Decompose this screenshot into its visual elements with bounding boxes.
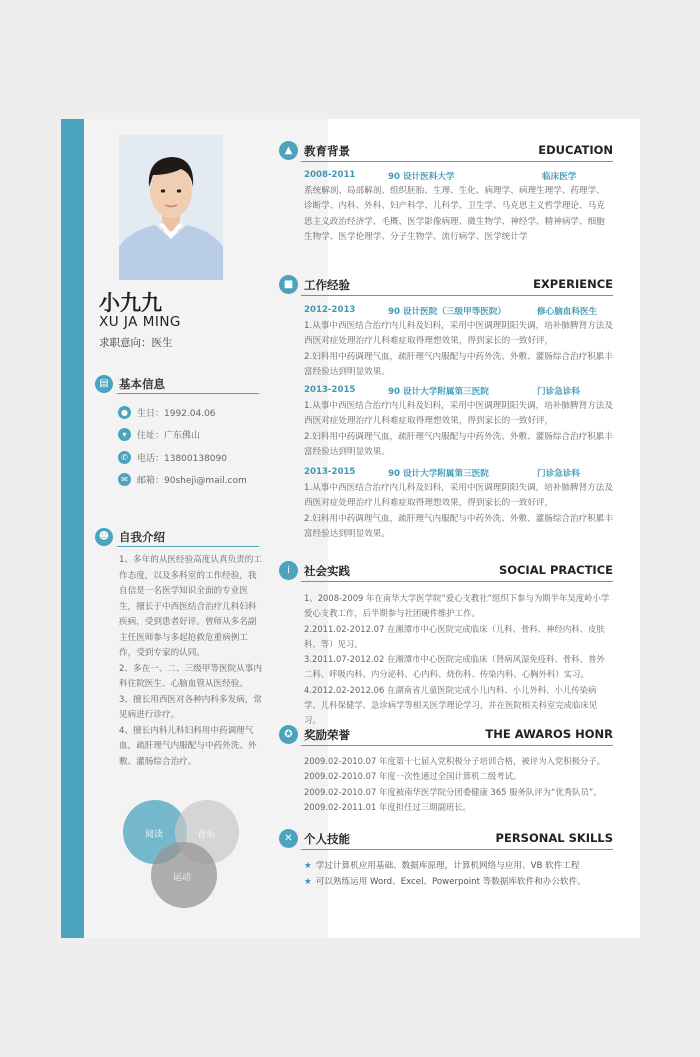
job-row [304, 385, 613, 399]
social-line: 3.2011.07-2012.02 在湘潭市中心医院完成临床（肾病风湿免疫科、骨科、普外二科、呼吸内科、内分泌科、心内科、烧伤科、传染内科、心胸外科）实习。 [304, 654, 605, 680]
info-text: 电话：13800138090 [137, 454, 227, 464]
intro-paragraph: 2、多在一、二、三级甲等医院从事内科住院医生、心脑血管从医经验。 [119, 663, 262, 689]
social-text [304, 591, 613, 729]
section-title-cn: 教育背景 [304, 144, 350, 158]
education-courses: 系统解剖、局部解剖、组织胚胎、生理、生化、病理学、病理生理学、药理学、诊断学、内科、外科、妇产科学、儿科学、卫生学、马克思主义哲学理论、马克思主义政治经济学、毛概、医学影像病理、微生物学、神经学、精神病学、细胞生物学、医学伦理学、分子生物学、流行病学、医学统计学 [304, 186, 605, 242]
hobby-label: 运动 [173, 873, 192, 883]
phone-icon: ✆ [118, 451, 131, 464]
person-icon: ● [118, 406, 131, 419]
self-intro-text [119, 553, 265, 770]
award-line: 2009.02-2011.01 年度担任过三期副班长。 [304, 801, 472, 812]
skills-heading [279, 828, 613, 850]
skill-text: 可以熟练运用 Word、Excel、Powerpoint 等数据库软件和办公软件。 [315, 877, 586, 887]
job-description [304, 399, 613, 460]
education-school: 90 设计医科大学 [388, 172, 455, 182]
heading-underline [301, 849, 613, 851]
section-title-en: EDUCATION [538, 143, 613, 157]
job-org: 90 设计医院（三级甲等医院） [388, 307, 507, 317]
hobby-bubbles [123, 800, 247, 914]
self-intro-heading [95, 527, 259, 547]
heading-underline [301, 161, 613, 163]
award-line: 2009.02-2010.07 年度一次性通过全国计算机二级考试。 [304, 771, 522, 782]
basic-info-title: 基本信息 [119, 377, 165, 391]
medal-icon: ✪ [279, 725, 298, 744]
section-title-cn: 工作经验 [304, 278, 350, 292]
candidate-name: 小九九 [99, 291, 162, 315]
social-line: 2.2011.02-2012.07 在湘潭市中心医院完成临床（儿科、骨科、神经内科、皮肤科、等）见习。 [304, 623, 605, 649]
hobby-sport [151, 842, 217, 908]
experience-heading [279, 274, 613, 296]
section-title-en: EXPERIENCE [533, 277, 613, 291]
basic-info-heading [95, 374, 259, 394]
job-period: 2013-2015 [304, 385, 356, 395]
info-text: 住址：广东佛山 [137, 431, 201, 441]
skill-text: 学过计算机应用基础、数据库原理，计算机网络与应用、VB 软件工程 [315, 861, 580, 871]
job-dept: 修心脑血科医生 [537, 307, 598, 317]
social-line: 4.2012.02-2012.06 在湖南省儿童医院完成小儿内科、小儿外科、小儿传染病学、儿科保健学、急诊病学等相关医学理论学习，并在医院相关科室完成临床见习。 [304, 684, 598, 726]
social-heading [279, 560, 613, 582]
hobby-label: 音乐 [197, 830, 216, 840]
info-email [118, 472, 298, 488]
heading-underline [301, 295, 613, 297]
job-line: 1.从事中西医结合治疗内儿科及妇科，采用中医调理阴阳失调，培补肺脾肾方法及西医对症处理治疗儿科难症取得理想效果，得到家长的一致好评， [304, 321, 613, 347]
intro-paragraph: 1、多年的从医经验高度认真负责的工作态度，以及多科室的工作经验，我自信是一名医学知识全面的专业医生，擅长于中西医结合治疗儿科妇科疾病，受到患者好评。曾师从多名副主任医师参与多起抢救危重病例工作，受到专家的认同。 [119, 555, 262, 658]
job-dept: 门诊急诊科 [537, 469, 580, 479]
section-title-en: SOCIAL PRACTICE [498, 563, 613, 577]
job-line: 2.妇科用中药调理气血，疏肝理气内服配与中药外洗、外敷、灌肠综合治疗积累丰富经验达到明显效果。 [304, 513, 613, 539]
awards-text [304, 754, 613, 815]
heading-underline [301, 581, 613, 583]
briefcase-icon: ■ [279, 275, 298, 294]
job-org: 90 设计大学附属第三医院 [388, 469, 489, 479]
education-major: 临床医学 [542, 172, 577, 182]
accent-strip [61, 119, 84, 938]
heading-underline [117, 546, 259, 548]
job-description [304, 319, 613, 380]
intro-paragraph: 3、擅长用西医对各种内科多发病，常见病进行诊疗。 [119, 694, 262, 720]
job-line: 2.妇科用中药调理气血，疏肝理气内服配与中药外洗、外敷、灌肠综合治疗积累丰富经验达到明显效果。 [304, 431, 613, 457]
hobby-label: 阅读 [145, 830, 164, 840]
intro-paragraph: 4、擅长内科儿科妇科用中药调理气血，疏肝理气内服配与中药外洗、外敷、灌肠综合治疗。 [119, 725, 257, 767]
section-title-cn: 社会实践 [304, 564, 350, 578]
location-icon: ▾ [118, 428, 131, 441]
job-period: 2013-2015 [304, 467, 356, 477]
info-phone [118, 450, 298, 466]
job-line: 1.从事中西医结合治疗内儿科及妇科，采用中医调理阴阳失调，培补肺脾肾方法及西医对症处理治疗儿科难症取得理想效果，得到家长的一致好评， [304, 401, 613, 427]
tools-icon: ✕ [279, 829, 298, 848]
education-row [304, 170, 613, 184]
skill-item [304, 859, 613, 871]
job-dept: 门诊急诊科 [537, 387, 580, 397]
info-birthday [118, 405, 298, 421]
job-org: 90 设计大学附属第三医院 [388, 387, 489, 397]
job-period: 2012-2013 [304, 305, 356, 315]
self-intro-title: 自我介绍 [119, 530, 165, 544]
social-line: 1、2008-2009 年在南华大学医学院“爱心支教社”组织下参与为期半年吴度岭小学爱心支教工作，后半期参与社团硬件维护工作。 [304, 593, 610, 619]
job-intent: 求职意向：医生 [99, 337, 173, 349]
info-text: 生日：1992.04.06 [137, 409, 216, 419]
people-icon: ☻ [95, 528, 113, 546]
star-icon: ★ [304, 877, 312, 887]
info-icon: i [279, 561, 298, 580]
section-title-cn: 个人技能 [304, 832, 350, 846]
job-row [304, 467, 613, 481]
awards-heading [279, 724, 613, 746]
award-line: 2009.02-2010.07 年度第十七届入党积极分子培训合格，被评为入党积极分子。 [304, 756, 606, 766]
resume-sheet [61, 119, 640, 938]
job-line: 1.从事中西医结合治疗内儿科及妇科，采用中医调理阴阳失调，培补肺脾肾方法及西医对症处理治疗儿科难症取得理想效果，得到家长的一致好评， [304, 483, 613, 509]
info-text: 邮箱：90sheji@mail.com [137, 476, 247, 486]
heading-underline [117, 393, 259, 395]
section-title-cn: 奖励荣誉 [304, 728, 350, 742]
candidate-pinyin: XU JA MING [99, 314, 181, 330]
job-row [304, 305, 613, 319]
job-line: 2.妇科用中药调理气血，疏肝理气内服配与中药外洗、外敷、灌肠综合治疗积累丰富经验达到明显效果。 [304, 351, 613, 377]
award-line: 2009.02-2010.07 年度被南华医学院分团委健康 365 服务队评为“优秀队员”。 [304, 786, 602, 797]
education-period: 2008-2011 [304, 170, 356, 180]
section-title-en: THE AWAROS HONR [485, 727, 613, 741]
id-card-icon: ▤ [95, 375, 113, 393]
section-title-en: PERSONAL SKILLS [495, 831, 613, 845]
education-heading [279, 140, 613, 162]
star-icon: ★ [304, 861, 312, 871]
skill-item [304, 875, 613, 887]
mail-icon: ✉ [118, 473, 131, 486]
job-description [304, 481, 613, 542]
avatar [119, 135, 223, 280]
heading-underline [301, 745, 613, 747]
graduation-cap-icon: ▲ [279, 141, 298, 160]
info-address [118, 427, 298, 443]
